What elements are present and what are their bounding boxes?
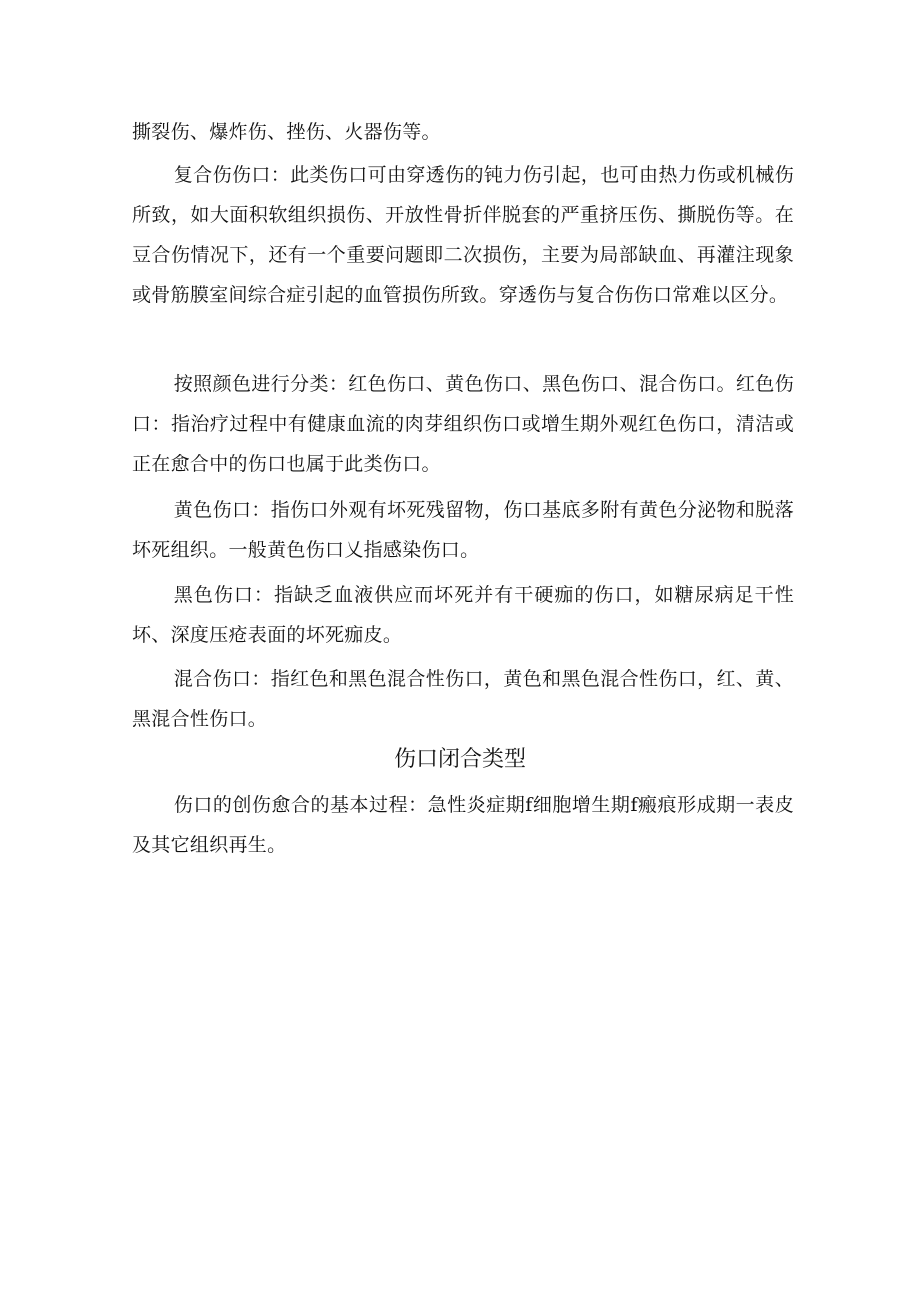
paragraph-wound-types-continued: 撕裂伤、爆炸伤、挫伤、火器伤等。 [132, 121, 441, 143]
paragraph-compound-wound: 复合伤伤口：此类伤口可由穿透伤的钝力伤引起，也可由热力伤或机械伤所致，如大面积软组织损伤、开放性骨折伴脱套的严重挤压伤、撕脱伤等。在豆合伤情况下，还有一个重要问题即二次损伤，主要为局部缺血、再灌注现象或骨筋膜室间综合症引起的血管损伤所致。穿透伤与复合伤伤口常难以区分。 [132, 164, 794, 306]
paragraph-mixed-wound: 混合伤口：指红色和黑色混合性伤口，黄色和黑色混合性伤口，红、黄、黑混合性伤口。 [132, 668, 794, 730]
paragraph-healing-process: 伤口的创伤愈合的基本过程：急性炎症期f细胞增生期f瘢痕形成期一表皮及其它组织再生。 [132, 794, 794, 856]
paragraph-black-wound: 黑色伤口：指缺乏血液供应而坏死并有干硬痂的伤口，如糖尿病足干性坏、深度压疮表面的坏死痂皮。 [132, 584, 794, 646]
section-heading: 伤口闭合类型 [393, 747, 526, 772]
paragraph-yellow-wound: 黄色伤口：指伤口外观有坏死残留物，伤口基底多附有黄色分泌物和脱落坏死组织。一般黄色伤口乂指感染伤口。 [132, 499, 794, 561]
paragraph-color-classification: 按照颜色进行分类：红色伤口、黄色伤口、黑色伤口、混合伤口。红色伤口：指治疗过程中有健康血流的肉芽组织伤口或增生期外观红色伤口，清洁或正在愈合中的伤口也属于此类伤口。 [132, 373, 794, 475]
